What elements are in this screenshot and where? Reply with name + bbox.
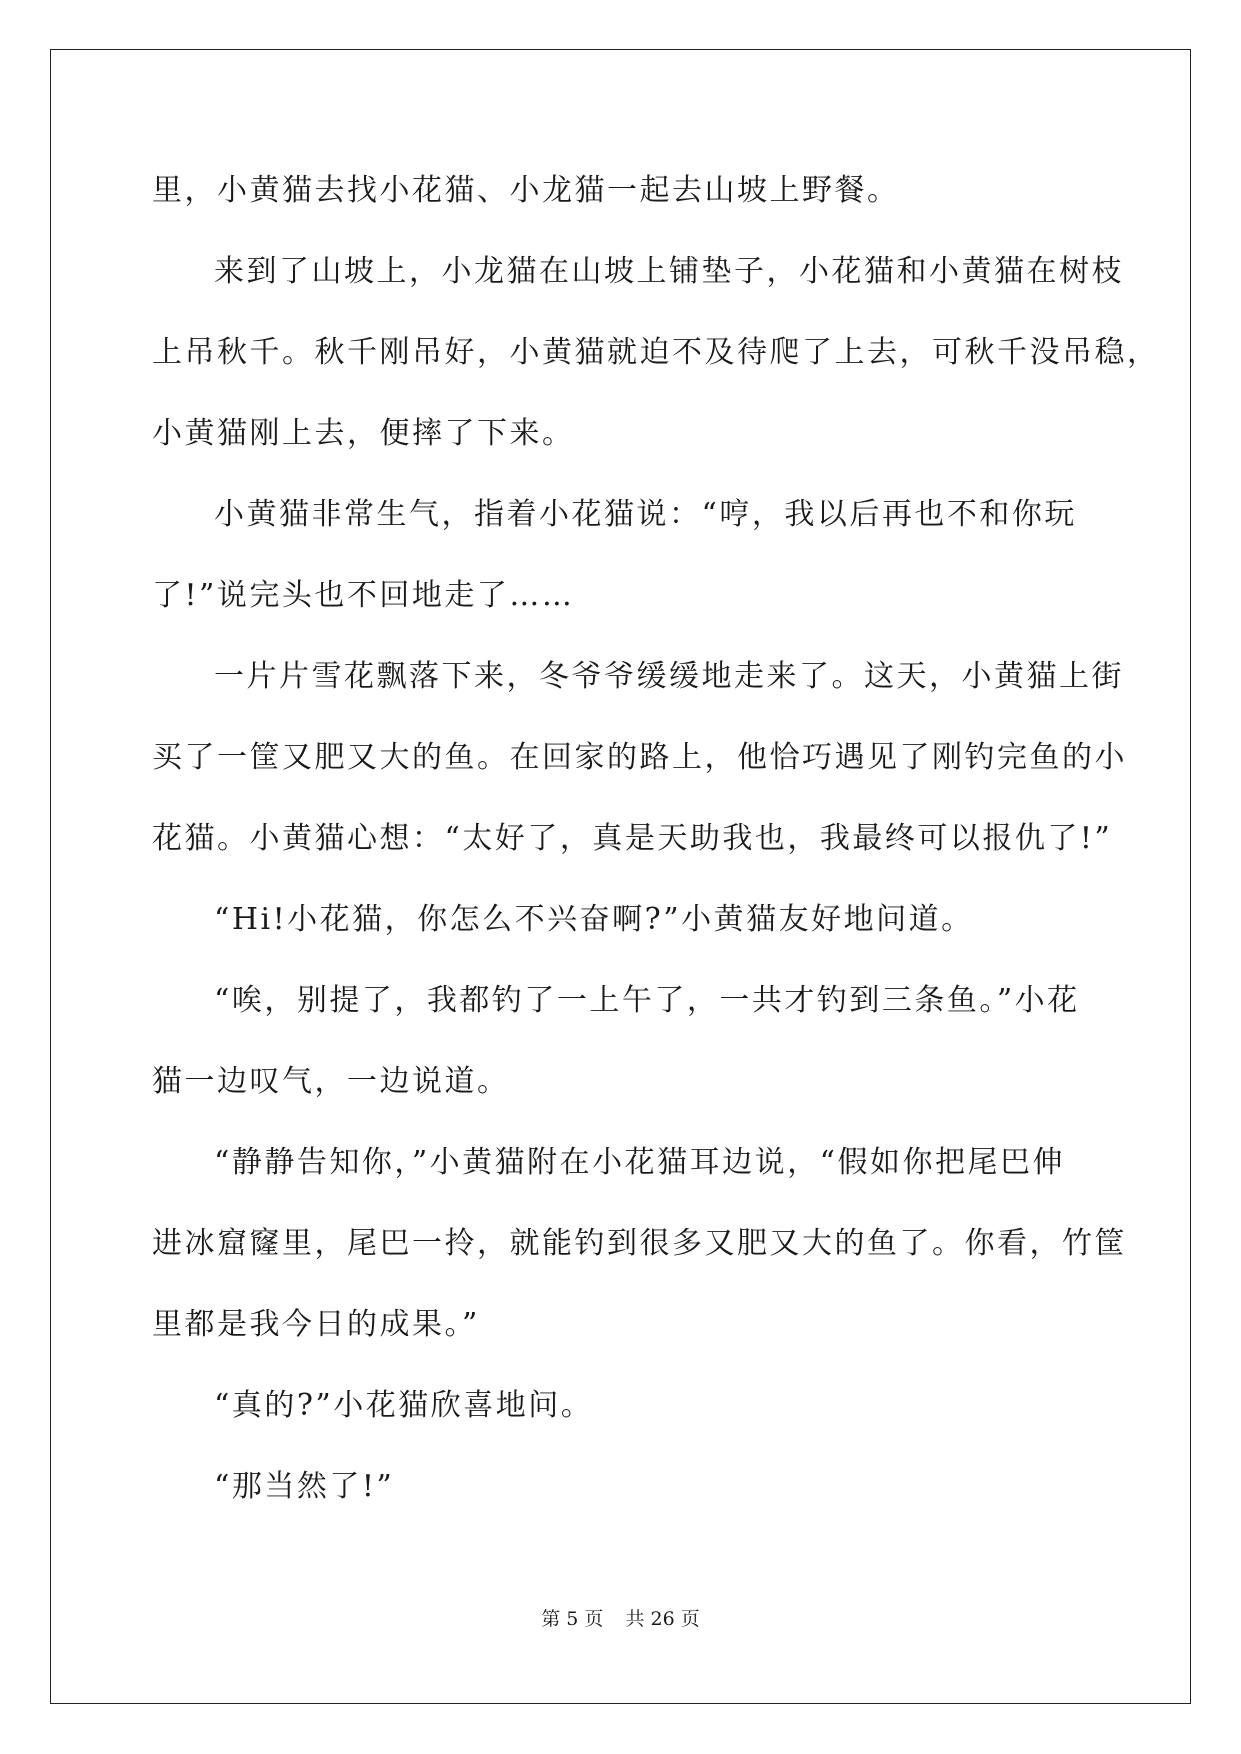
text-line: 里，小黄猫去找小花猫、小龙猫一起去山坡上野餐。 xyxy=(152,173,900,208)
text-line: 小黄猫刚上去，便摔了下来。 xyxy=(152,416,575,451)
text-line: 买了一筐又肥又大的鱼。在回家的路上，他恰巧遇见了刚钓完鱼的小 xyxy=(152,740,1127,775)
page-number: 第 5 页 xyxy=(541,1608,604,1630)
text-line: 来到了山坡上，小龙猫在山坡上铺垫子，小花猫和小黄猫在树枝 xyxy=(214,254,1124,289)
text-line: “唉，别提了，我都钓了一上午了，一共才钓到三条鱼。”小花 xyxy=(214,983,1080,1018)
paragraph-7 xyxy=(152,1122,1127,1365)
text-line: “静静告知你，”小黄猫附在小花猫耳边说，“假如你把尾巴伸 xyxy=(214,1145,1066,1180)
total-pages: 共 26 页 xyxy=(625,1608,700,1630)
paragraph-5 xyxy=(152,879,1092,960)
paragraph-6 xyxy=(152,960,1092,1122)
text-line: 小黄猫非常生气，指着小花猫说：“哼，我以后再也不和你玩 xyxy=(214,497,1077,532)
text-line: “真的?”小花猫欣喜地问。 xyxy=(214,1388,594,1423)
page-footer xyxy=(0,1604,1241,1631)
text-line: 进冰窟窿里，尾巴一拎，就能钓到很多又肥又大的鱼了。你看，竹筐 xyxy=(152,1226,1127,1261)
text-line: 一片片雪花飘落下来，冬爷爷缓缓地走来了。这天，小黄猫上街 xyxy=(214,659,1124,694)
text-line: 猫一边叹气，一边说道。 xyxy=(152,1064,510,1099)
text-line: “Hi!小花猫，你怎么不兴奋啊?”小黄猫友好地问道。 xyxy=(214,902,974,937)
paragraph-4 xyxy=(152,636,1127,879)
paragraph-9 xyxy=(152,1446,1092,1527)
text-line: 里都是我今日的成果。” xyxy=(152,1307,480,1342)
paragraph-8 xyxy=(152,1365,1092,1446)
text-line: 上吊秋千。秋千刚吊好，小黄猫就迫不及待爬了上去，可秋千没吊稳， xyxy=(152,335,1160,370)
paragraph-2 xyxy=(152,231,1160,474)
text-line: “那当然了!” xyxy=(214,1469,395,1504)
document-body xyxy=(152,150,1160,1527)
text-line: 了!”说完头也不回地走了…… xyxy=(152,578,575,613)
text-line: 花猫。小黄猫心想：“太好了，真是天助我也，我最终可以报仇了!” xyxy=(152,821,1113,856)
paragraph-3 xyxy=(152,474,1092,636)
paragraph-1 xyxy=(152,150,1092,231)
